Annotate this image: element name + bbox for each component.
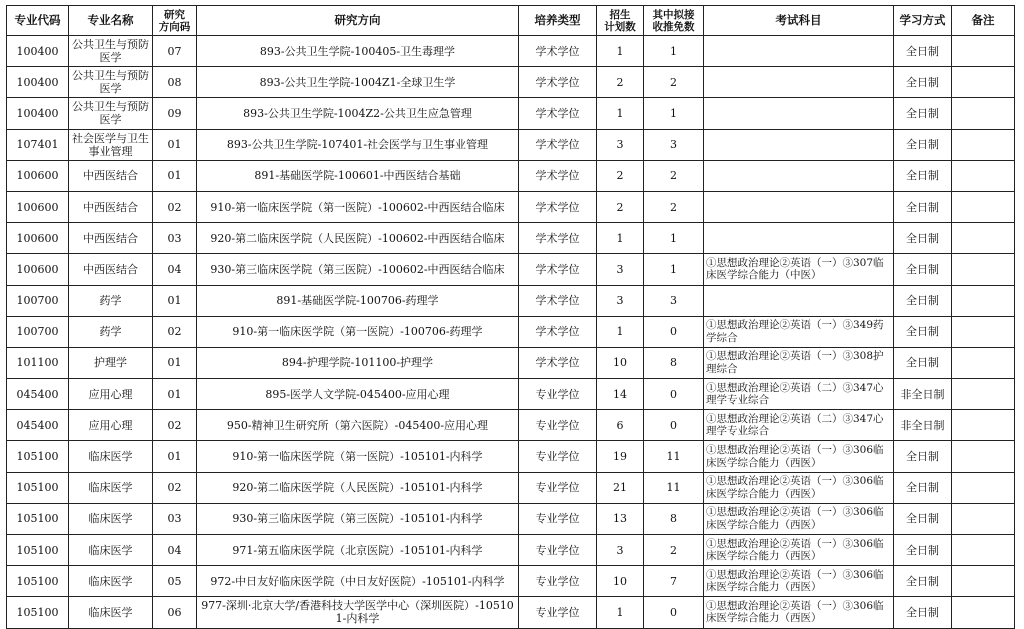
cell-type: 学术学位 (519, 98, 597, 129)
cell-direction: 910-第一临床医学院（第一医院）-100602-中西医结合临床 (197, 191, 519, 222)
cell-tuimian: 2 (644, 160, 704, 191)
cell-code: 045400 (7, 379, 69, 410)
cell-direction: 895-医学人文学院-045400-应用心理 (197, 379, 519, 410)
cell-name: 临床医学 (69, 441, 153, 472)
cell-type: 学术学位 (519, 223, 597, 254)
cell-direction: 930-第三临床医学院（第三医院）-100602-中西医结合临床 (197, 254, 519, 285)
table-body (7, 36, 1015, 629)
cell-type: 学术学位 (519, 191, 597, 222)
cell-note (952, 67, 1015, 98)
cell-dir-code: 07 (153, 36, 197, 67)
header-exam: 考试科目 (704, 6, 894, 36)
cell-note (952, 347, 1015, 378)
cell-name: 公共卫生与预防医学 (69, 36, 153, 67)
cell-tuimian: 0 (644, 316, 704, 347)
cell-tuimian: 11 (644, 441, 704, 472)
cell-code: 101100 (7, 347, 69, 378)
cell-note (952, 191, 1015, 222)
cell-dir-code: 01 (153, 441, 197, 472)
table-row (7, 597, 1015, 628)
cell-tuimian: 1 (644, 223, 704, 254)
cell-note (952, 129, 1015, 160)
cell-note (952, 503, 1015, 534)
cell-direction: 977-深圳·北京大学/香港科技大学医学中心（深圳医院）-105101-内科学 (197, 597, 519, 628)
cell-exam: ①思想政治理论②英语（一）③307临床医学综合能力（中医） (704, 254, 894, 285)
cell-note (952, 410, 1015, 441)
cell-name: 临床医学 (69, 535, 153, 566)
cell-code: 105100 (7, 472, 69, 503)
cell-type: 专业学位 (519, 379, 597, 410)
cell-exam (704, 160, 894, 191)
cell-name: 临床医学 (69, 566, 153, 597)
cell-tuimian: 2 (644, 191, 704, 222)
table-row (7, 285, 1015, 316)
header-name: 专业名称 (69, 6, 153, 36)
cell-type: 专业学位 (519, 472, 597, 503)
cell-mode: 全日制 (894, 160, 952, 191)
cell-name: 临床医学 (69, 503, 153, 534)
table-row (7, 67, 1015, 98)
cell-dir-code: 09 (153, 98, 197, 129)
cell-code: 100600 (7, 254, 69, 285)
cell-exam: ①思想政治理论②英语（一）③308护理综合 (704, 347, 894, 378)
cell-tuimian: 7 (644, 566, 704, 597)
admissions-table (6, 5, 1015, 629)
cell-dir-code: 01 (153, 285, 197, 316)
cell-direction: 891-基础医学院-100706-药理学 (197, 285, 519, 316)
cell-mode: 全日制 (894, 254, 952, 285)
cell-name: 中西医结合 (69, 191, 153, 222)
cell-mode: 全日制 (894, 503, 952, 534)
cell-dir-code: 03 (153, 223, 197, 254)
cell-note (952, 285, 1015, 316)
cell-mode: 全日制 (894, 191, 952, 222)
cell-dir-code: 03 (153, 503, 197, 534)
cell-type: 学术学位 (519, 316, 597, 347)
cell-direction: 971-第五临床医学院（北京医院）-105101-内科学 (197, 535, 519, 566)
cell-mode: 全日制 (894, 67, 952, 98)
header-code: 专业代码 (7, 6, 69, 36)
cell-name: 药学 (69, 316, 153, 347)
cell-name: 中西医结合 (69, 223, 153, 254)
table-row (7, 160, 1015, 191)
table-row (7, 410, 1015, 441)
cell-note (952, 566, 1015, 597)
table-row (7, 223, 1015, 254)
cell-mode: 全日制 (894, 36, 952, 67)
cell-exam: ①思想政治理论②英语（二）③347心理学专业综合 (704, 410, 894, 441)
cell-tuimian: 3 (644, 129, 704, 160)
cell-type: 专业学位 (519, 410, 597, 441)
cell-dir-code: 02 (153, 316, 197, 347)
cell-name: 公共卫生与预防医学 (69, 67, 153, 98)
cell-direction: 894-护理学院-101100-护理学 (197, 347, 519, 378)
cell-type: 学术学位 (519, 67, 597, 98)
cell-dir-code: 01 (153, 379, 197, 410)
table-row (7, 347, 1015, 378)
cell-exam: ①思想政治理论②英语（一）③306临床医学综合能力（西医） (704, 472, 894, 503)
cell-plan: 3 (597, 285, 644, 316)
cell-name: 中西医结合 (69, 160, 153, 191)
cell-note (952, 98, 1015, 129)
cell-direction: 930-第三临床医学院（第三医院）-105101-内科学 (197, 503, 519, 534)
cell-dir-code: 04 (153, 535, 197, 566)
header-note: 备注 (952, 6, 1015, 36)
cell-direction: 972-中日友好临床医学院（中日友好医院）-105101-内科学 (197, 566, 519, 597)
cell-note (952, 36, 1015, 67)
cell-mode: 全日制 (894, 535, 952, 566)
cell-exam: ①思想政治理论②英语（一）③306临床医学综合能力（西医） (704, 597, 894, 628)
cell-name: 应用心理 (69, 410, 153, 441)
cell-direction: 920-第二临床医学院（人民医院）-100602-中西医结合临床 (197, 223, 519, 254)
cell-mode: 非全日制 (894, 410, 952, 441)
cell-plan: 6 (597, 410, 644, 441)
cell-code: 100600 (7, 160, 69, 191)
cell-exam: ①思想政治理论②英语（一）③306临床医学综合能力（西医） (704, 503, 894, 534)
cell-note (952, 535, 1015, 566)
cell-dir-code: 05 (153, 566, 197, 597)
cell-tuimian: 11 (644, 472, 704, 503)
cell-type: 学术学位 (519, 36, 597, 67)
cell-mode: 非全日制 (894, 379, 952, 410)
cell-plan: 1 (597, 597, 644, 628)
cell-code: 105100 (7, 566, 69, 597)
cell-code: 100600 (7, 223, 69, 254)
cell-dir-code: 04 (153, 254, 197, 285)
header-type: 培养类型 (519, 6, 597, 36)
cell-type: 学术学位 (519, 347, 597, 378)
cell-direction: 893-公共卫生学院-1004Z1-全球卫生学 (197, 67, 519, 98)
cell-dir-code: 01 (153, 160, 197, 191)
table-row (7, 441, 1015, 472)
cell-plan: 1 (597, 223, 644, 254)
cell-plan: 1 (597, 36, 644, 67)
cell-note (952, 160, 1015, 191)
cell-note (952, 379, 1015, 410)
cell-name: 社会医学与卫生事业管理 (69, 129, 153, 160)
cell-direction: 910-第一临床医学院（第一医院）-100706-药理学 (197, 316, 519, 347)
cell-tuimian: 2 (644, 535, 704, 566)
table-row (7, 316, 1015, 347)
cell-note (952, 472, 1015, 503)
cell-note (952, 254, 1015, 285)
cell-exam (704, 191, 894, 222)
cell-mode: 全日制 (894, 285, 952, 316)
admissions-table-container (6, 5, 1015, 629)
cell-dir-code: 02 (153, 410, 197, 441)
cell-name: 临床医学 (69, 472, 153, 503)
cell-type: 学术学位 (519, 160, 597, 191)
cell-mode: 全日制 (894, 472, 952, 503)
cell-plan: 3 (597, 254, 644, 285)
cell-type: 专业学位 (519, 597, 597, 628)
cell-tuimian: 3 (644, 285, 704, 316)
cell-code: 100400 (7, 67, 69, 98)
cell-name: 临床医学 (69, 597, 153, 628)
cell-dir-code: 01 (153, 129, 197, 160)
cell-plan: 2 (597, 160, 644, 191)
cell-type: 专业学位 (519, 535, 597, 566)
cell-plan: 2 (597, 191, 644, 222)
cell-type: 学术学位 (519, 254, 597, 285)
cell-mode: 全日制 (894, 347, 952, 378)
table-header-row (7, 6, 1015, 36)
cell-name: 护理学 (69, 347, 153, 378)
cell-note (952, 223, 1015, 254)
table-row (7, 254, 1015, 285)
table-row (7, 379, 1015, 410)
cell-type: 专业学位 (519, 503, 597, 534)
cell-mode: 全日制 (894, 597, 952, 628)
cell-plan: 3 (597, 535, 644, 566)
cell-plan: 19 (597, 441, 644, 472)
cell-tuimian: 2 (644, 67, 704, 98)
cell-note (952, 597, 1015, 628)
cell-name: 公共卫生与预防医学 (69, 98, 153, 129)
cell-direction: 893-公共卫生学院-107401-社会医学与卫生事业管理 (197, 129, 519, 160)
header-tuimian: 其中拟接 收推免数 (644, 6, 704, 36)
cell-direction: 891-基础医学院-100601-中西医结合基础 (197, 160, 519, 191)
cell-type: 学术学位 (519, 129, 597, 160)
cell-code: 100400 (7, 36, 69, 67)
cell-plan: 10 (597, 566, 644, 597)
cell-direction: 893-公共卫生学院-100405-卫生毒理学 (197, 36, 519, 67)
cell-plan: 3 (597, 129, 644, 160)
cell-plan: 10 (597, 347, 644, 378)
cell-plan: 13 (597, 503, 644, 534)
cell-name: 中西医结合 (69, 254, 153, 285)
cell-dir-code: 06 (153, 597, 197, 628)
cell-dir-code: 02 (153, 191, 197, 222)
cell-code: 100700 (7, 316, 69, 347)
cell-mode: 全日制 (894, 566, 952, 597)
cell-tuimian: 0 (644, 379, 704, 410)
cell-tuimian: 0 (644, 410, 704, 441)
cell-type: 专业学位 (519, 441, 597, 472)
table-row (7, 36, 1015, 67)
cell-tuimian: 8 (644, 503, 704, 534)
cell-code: 045400 (7, 410, 69, 441)
cell-plan: 21 (597, 472, 644, 503)
cell-code: 105100 (7, 503, 69, 534)
cell-dir-code: 02 (153, 472, 197, 503)
cell-code: 100600 (7, 191, 69, 222)
table-row (7, 129, 1015, 160)
header-mode: 学习方式 (894, 6, 952, 36)
cell-type: 专业学位 (519, 566, 597, 597)
cell-direction: 910-第一临床医学院（第一医院）-105101-内科学 (197, 441, 519, 472)
cell-code: 105100 (7, 535, 69, 566)
cell-dir-code: 01 (153, 347, 197, 378)
cell-plan: 1 (597, 316, 644, 347)
cell-mode: 全日制 (894, 223, 952, 254)
cell-code: 100700 (7, 285, 69, 316)
cell-exam (704, 98, 894, 129)
cell-exam: ①思想政治理论②英语（一）③306临床医学综合能力（西医） (704, 535, 894, 566)
cell-code: 105100 (7, 441, 69, 472)
header-dir-code: 研究 方向码 (153, 6, 197, 36)
cell-exam (704, 223, 894, 254)
cell-mode: 全日制 (894, 98, 952, 129)
cell-code: 100400 (7, 98, 69, 129)
cell-exam (704, 36, 894, 67)
cell-plan: 2 (597, 67, 644, 98)
header-direction: 研究方向 (197, 6, 519, 36)
cell-tuimian: 0 (644, 597, 704, 628)
cell-code: 107401 (7, 129, 69, 160)
cell-exam (704, 129, 894, 160)
cell-type: 学术学位 (519, 285, 597, 316)
cell-mode: 全日制 (894, 316, 952, 347)
table-row (7, 566, 1015, 597)
cell-dir-code: 08 (153, 67, 197, 98)
cell-name: 应用心理 (69, 379, 153, 410)
cell-note (952, 316, 1015, 347)
cell-direction: 920-第二临床医学院（人民医院）-105101-内科学 (197, 472, 519, 503)
cell-tuimian: 1 (644, 254, 704, 285)
cell-name: 药学 (69, 285, 153, 316)
cell-exam: ①思想政治理论②英语（一）③306临床医学综合能力（西医） (704, 566, 894, 597)
cell-tuimian: 1 (644, 98, 704, 129)
cell-exam (704, 67, 894, 98)
cell-exam: ①思想政治理论②英语（一）③306临床医学综合能力（西医） (704, 441, 894, 472)
cell-exam: ①思想政治理论②英语（一）③349药学综合 (704, 316, 894, 347)
cell-exam (704, 285, 894, 316)
header-plan: 招生 计划数 (597, 6, 644, 36)
cell-tuimian: 8 (644, 347, 704, 378)
cell-tuimian: 1 (644, 36, 704, 67)
cell-direction: 893-公共卫生学院-1004Z2-公共卫生应急管理 (197, 98, 519, 129)
cell-plan: 1 (597, 98, 644, 129)
cell-mode: 全日制 (894, 441, 952, 472)
table-row (7, 191, 1015, 222)
cell-code: 105100 (7, 597, 69, 628)
table-row (7, 98, 1015, 129)
table-row (7, 472, 1015, 503)
cell-direction: 950-精神卫生研究所（第六医院）-045400-应用心理 (197, 410, 519, 441)
cell-plan: 14 (597, 379, 644, 410)
cell-note (952, 441, 1015, 472)
cell-mode: 全日制 (894, 129, 952, 160)
cell-exam: ①思想政治理论②英语（二）③347心理学专业综合 (704, 379, 894, 410)
table-row (7, 503, 1015, 534)
table-row (7, 535, 1015, 566)
